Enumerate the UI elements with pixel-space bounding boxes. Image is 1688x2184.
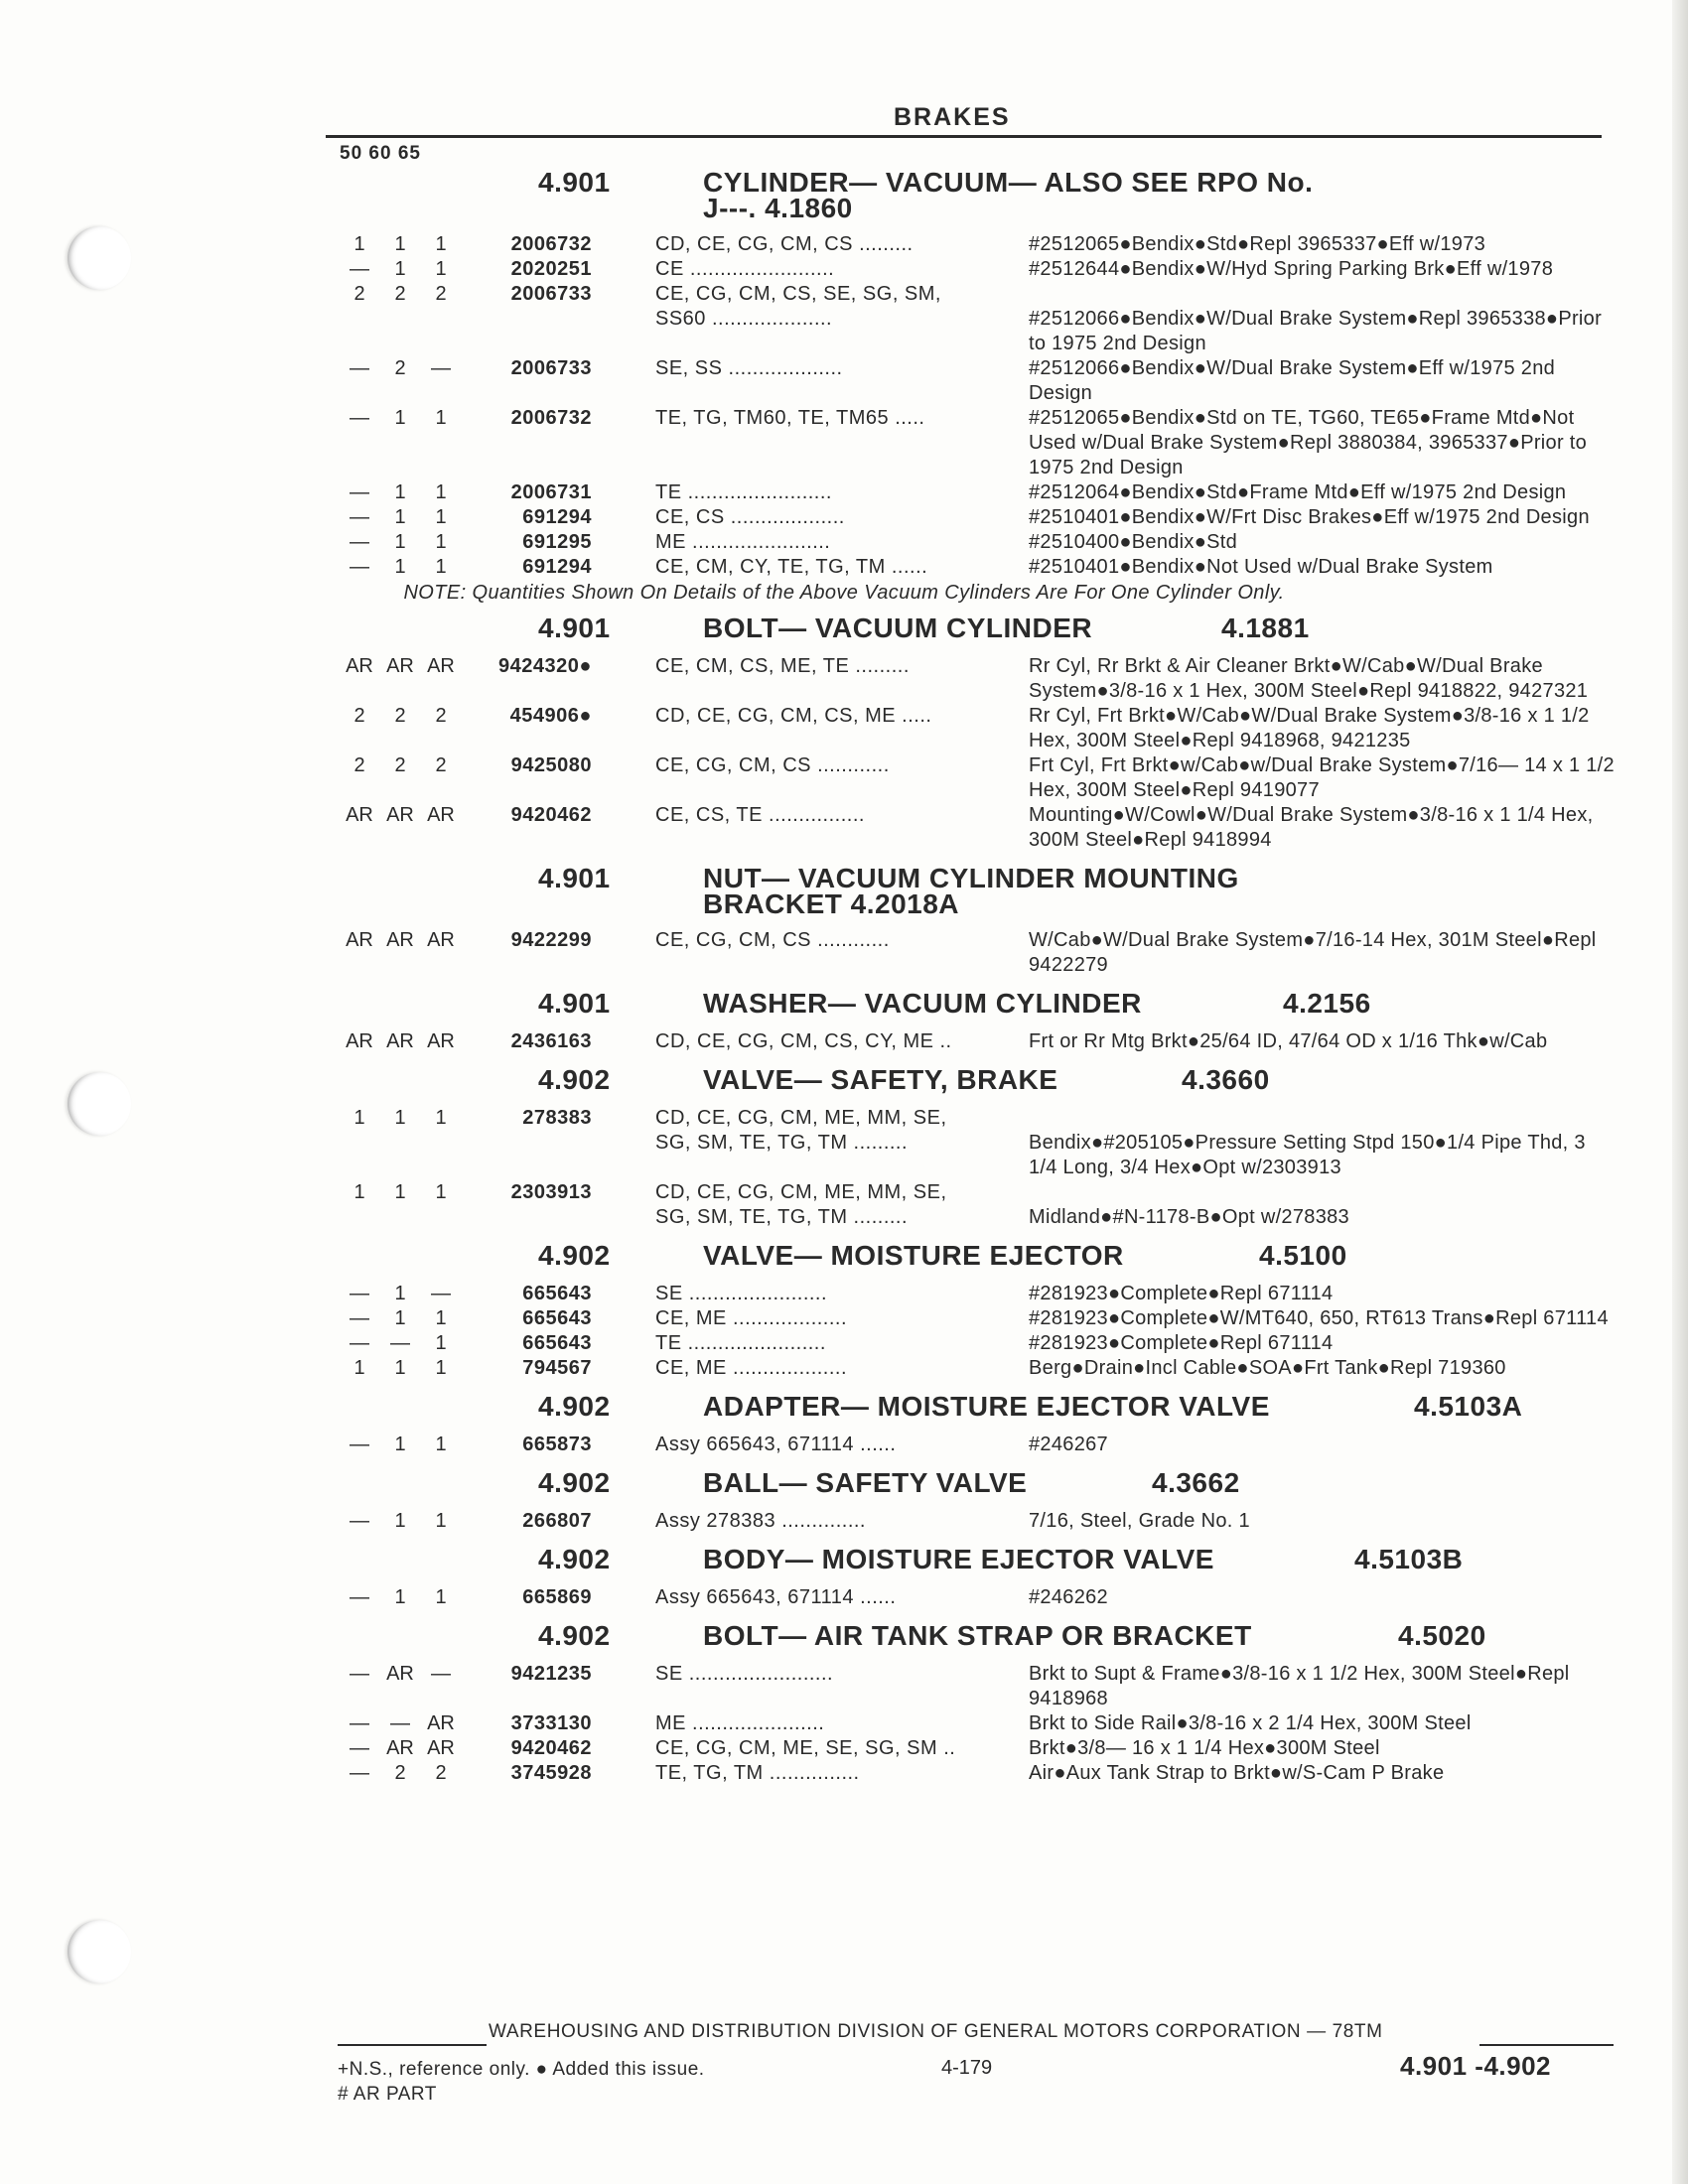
part-description: Frt Cyl, Frt Brkt●w/Cab●w/Dual Brake System●7/16— 14 x 1 1/2 Hex, 300M Steel●Repl 9419077 [1029,754,1615,801]
application-models: Assy 665643, 671114 ...... [655,1433,897,1455]
application-models: CE, CG, CM, CS ............ [655,754,890,776]
part-description: #2512064●Bendix●Std●Frame Mtd●Eff w/1975 2nd Design [1029,481,1567,503]
footer-legend-line-2: # AR PART [338,2084,437,2105]
part-description: 7/16, Steel, Grade No. 1 [1029,1510,1250,1532]
quantity-cell: AR [346,804,373,826]
quantity-cell: AR [346,1030,373,1052]
part-description: Frt or Rr Mtg Brkt●25/64 ID, 47/64 OD x 1/16 Thk●w/Cab [1029,1030,1548,1052]
page-title: BRAKES [894,103,1011,131]
quantity-cell: 1 [394,531,406,553]
part-description: W/Cab●W/Dual Brake System●7/16-14 Hex, 301M Steel●Repl 9422279 [1029,929,1597,976]
application-models: CD, CE, CG, CM, CS, ME ..... [655,705,932,727]
part-group [0,1544,1688,1620]
group-header [0,1620,1688,1662]
group-title: BOLT— VACUUM CYLINDER [703,613,1093,643]
part-description: Berg●Drain●Incl Cable●SOA●Frt Tank●Repl 719360 [1029,1357,1506,1379]
part-row [0,1306,1688,1331]
quantity-cell: 2 [394,1762,406,1784]
part-row [0,753,1688,803]
group-code: 4.1881 [1221,613,1310,643]
quantity-cell: — [350,531,369,553]
group-header [0,167,1688,232]
title-rule [326,135,1602,138]
part-description: #281923●Complete●Repl 671114 [1029,1332,1334,1354]
application-models: ME ....................... [655,531,831,553]
section-number: 4.901 [538,863,611,893]
group-spacer [0,978,1688,988]
footer-legend-line-1: +N.S., reference only. ● Added this issue. [338,2059,705,2080]
part-group [0,1620,1688,1796]
quantity-cell: 2 [353,705,365,727]
quantity-cell: 1 [394,1307,406,1329]
part-number: 2006732 [510,407,592,429]
part-number: 665869 [522,1586,592,1608]
part-row [0,803,1688,853]
part-row [0,257,1688,282]
group-spacer [0,1786,1688,1796]
part-description: Midland●#N-1178-B●Opt w/278383 [1029,1206,1349,1228]
part-number: 3733130 [510,1712,592,1734]
part-description: #281923●Complete●Repl 671114 [1029,1283,1334,1304]
part-group [0,863,1688,988]
quantity-cell: — [350,1283,369,1304]
part-row [0,1585,1688,1610]
quantity-cell: 1 [435,1357,447,1379]
part-row [0,1331,1688,1356]
part-description: #2510400●Bendix●Std [1029,531,1238,553]
group-header [0,988,1688,1029]
quantity-cell: 1 [435,1332,447,1354]
part-number: 2006733 [510,357,592,379]
quantity-cell: 1 [394,1357,406,1379]
quantity-cell: 1 [435,1433,447,1455]
quantity-cell: 2 [435,754,447,776]
part-number: 3745928 [510,1762,592,1784]
group-note: NOTE: Quantities Shown On Details of the Above Vacuum Cylinders Are For One Cylinder Only. [403,582,1285,604]
quantity-cell: 1 [353,1357,365,1379]
quantity-cell: — [431,1283,451,1304]
quantity-cell: 2 [435,705,447,727]
part-number: 665643 [522,1307,592,1329]
part-number: 665643 [522,1332,592,1354]
part-number: 2006732 [510,233,592,255]
application-models: Assy 278383 .............. [655,1510,866,1532]
group-header [0,1467,1688,1509]
quantity-cell: 1 [394,1433,406,1455]
quantity-cell: — [350,1586,369,1608]
part-description: #2510401●Bendix●W/Frt Disc Brakes●Eff w/1975 2nd Design [1029,506,1590,528]
part-description: Air●Aux Tank Strap to Brkt●w/S-Cam P Brake [1029,1762,1445,1784]
part-row [0,1356,1688,1381]
part-row [0,1282,1688,1306]
application-models: CE, CS ................... [655,506,845,528]
application-models: CD, CE, CG, CM, ME, MM, SE, SG, SM, TE, TG, TM ......... [655,1181,947,1228]
part-description: #2512066●Bendix●W/Dual Brake System●Eff w/1975 2nd Design [1029,357,1556,404]
part-group [0,1467,1688,1544]
part-row [0,480,1688,505]
quantity-cell: — [350,1510,369,1532]
part-number: 266807 [522,1510,592,1532]
quantity-cell: — [350,1663,369,1685]
part-description: #2510401●Bendix●Not Used w/Dual Brake System [1029,556,1493,578]
quantity-cell: 1 [435,1107,447,1129]
quantity-cell: 2 [435,1762,447,1784]
part-row [0,654,1688,704]
quantity-cell: 1 [353,1107,365,1129]
part-number: 9422299 [510,929,592,951]
part-row [0,1711,1688,1736]
application-models: CE, CS, TE ................ [655,804,865,826]
quantity-cell: AR [386,929,414,951]
part-number: 794567 [522,1357,592,1379]
part-description: Bendix●#205105●Pressure Setting Stpd 150●1/4 Pipe Thd, 3 1/4 Long, 3/4 Hex●Opt w/2303913 [1029,1132,1586,1178]
quantity-cell: 2 [394,705,406,727]
part-number: 2006731 [510,481,592,503]
quantity-cell: 1 [394,233,406,255]
quantity-cell: 1 [435,1307,447,1329]
quantity-cell: AR [386,1663,414,1685]
quantity-cell: AR [346,655,373,677]
footer-rule-left [338,2044,487,2046]
quantity-cell: AR [427,804,455,826]
group-header [0,1240,1688,1282]
quantity-cell: 2 [353,283,365,305]
part-group [0,613,1688,863]
part-row [0,704,1688,753]
quantity-cell: — [390,1712,410,1734]
footer-rule-right [1479,2044,1614,2046]
part-row [0,505,1688,530]
model-columns-header: 50 60 65 [340,143,421,164]
part-row [0,1509,1688,1534]
part-group [0,988,1688,1064]
quantity-cell: 2 [435,283,447,305]
group-title: J---. 4.1860 [703,193,853,223]
part-number: 2436163 [510,1030,592,1052]
application-models: CE, CM, CS, ME, TE ......... [655,655,910,677]
part-description: Brkt to Side Rail●3/8-16 x 2 1/4 Hex, 300M Steel [1029,1712,1472,1734]
quantity-cell: — [350,1762,369,1784]
group-title: BODY— MOISTURE EJECTOR VALVE [703,1544,1214,1574]
quantity-cell: — [350,407,369,429]
quantity-cell: — [431,1663,451,1685]
group-header [0,1391,1688,1433]
quantity-cell: 1 [394,1586,406,1608]
section-number: 4.902 [538,1467,611,1498]
part-description: Rr Cyl, Rr Brkt & Air Cleaner Brkt●W/Cab●W/Dual Brake System●3/8-16 x 1 Hex, 300M Steel●Repl 9418822, 9427321 [1029,655,1589,702]
group-spacer [0,1534,1688,1544]
section-number: 4.902 [538,1544,611,1574]
part-description: #2512065●Bendix●Std on TE, TG60, TE65●Frame Mtd●Not Used w/Dual Brake System●Repl 3880384, 3965337●Prior to 1975 2nd Design [1029,407,1588,478]
group-code: 4.3662 [1152,1467,1240,1498]
part-row [0,1180,1688,1230]
application-models: CE, ME ................... [655,1307,848,1329]
section-number: 4.902 [538,1391,611,1422]
quantity-cell: 1 [435,1181,447,1203]
part-row [0,406,1688,480]
quantity-cell: — [431,357,451,379]
part-number: 691295 [522,531,592,553]
application-models: TE, TG, TM ............... [655,1762,860,1784]
quantity-cell: — [350,1712,369,1734]
quantity-cell: 2 [394,283,406,305]
quantity-cell: 1 [435,1586,447,1608]
binder-hole-bottom [68,1920,131,1983]
quantity-cell: — [390,1332,410,1354]
part-number: 278383 [522,1107,592,1129]
group-spacer [0,1230,1688,1240]
part-number: 454906● [509,705,592,727]
application-models: CD, CE, CG, CM, CS, CY, ME .. [655,1030,952,1052]
part-number: 691294 [522,506,592,528]
section-number: 4.902 [538,1240,611,1271]
part-number: 2006733 [510,283,592,305]
quantity-cell: — [350,357,369,379]
part-description: #281923●Complete●W/MT640, 650, RT613 Trans●Repl 671114 [1029,1307,1609,1329]
quantity-cell: AR [427,1737,455,1759]
group-title: VALVE— SAFETY, BRAKE [703,1064,1058,1095]
application-models: CD, CE, CG, CM, ME, MM, SE, SG, SM, TE, TG, TM ......... [655,1107,947,1154]
part-number: 9420462 [510,1737,592,1759]
application-models: CE ........................ [655,258,835,280]
quantity-cell: 1 [435,407,447,429]
quantity-cell: 1 [435,1510,447,1532]
application-models: TE ........................ [655,481,832,503]
part-row [0,1433,1688,1457]
quantity-cell: 2 [353,754,365,776]
group-code: 4.5100 [1259,1240,1347,1271]
part-row [0,530,1688,555]
quantity-cell: 2 [394,357,406,379]
application-models: CE, CG, CM, CS, SE, SG, SM, SS60 .................... [655,283,941,330]
group-spacer [0,853,1688,863]
application-models: CE, CG, CM, CS ............ [655,929,890,951]
part-row [0,1761,1688,1786]
section-number: 4.901 [538,988,611,1019]
quantity-cell: — [350,1737,369,1759]
part-description: Rr Cyl, Frt Brkt●W/Cab●W/Dual Brake System●3/8-16 x 1 1/2 Hex, 300M Steel●Repl 9418968, 9421235 [1029,705,1590,751]
quantity-cell: 1 [435,481,447,503]
part-number: 2303913 [510,1181,592,1203]
part-description: #2512065●Bendix●Std●Repl 3965337●Eff w/1973 [1029,233,1486,255]
part-description: #2512066●Bendix●W/Dual Brake System●Repl 3965338●Prior to 1975 2nd Design [1029,308,1603,354]
part-row [0,928,1688,978]
quantity-cell: 1 [394,506,406,528]
group-code: 4.3660 [1182,1064,1270,1095]
group-spacer [0,1381,1688,1391]
quantity-cell: — [350,258,369,280]
section-range: 4.901 -4.902 [1400,2051,1552,2081]
group-spacer [0,1457,1688,1467]
part-row [0,356,1688,406]
quantity-cell: 1 [435,531,447,553]
group-title: BALL— SAFETY VALVE [703,1467,1028,1498]
part-description: #246262 [1029,1586,1108,1608]
part-row [0,232,1688,257]
quantity-cell: — [350,1332,369,1354]
section-number: 4.901 [538,613,611,643]
group-title: NUT— VACUUM CYLINDER MOUNTING [703,863,1239,893]
part-row [0,1662,1688,1711]
part-number: 9421235 [510,1663,592,1685]
quantity-cell: AR [427,929,455,951]
quantity-cell: 1 [394,1181,406,1203]
application-models: Assy 665643, 671114 ...... [655,1586,897,1608]
application-models: TE, TG, TM60, TE, TM65 ..... [655,407,925,429]
quantity-cell: AR [346,929,373,951]
part-row [0,1029,1688,1054]
group-spacer [0,1610,1688,1620]
part-number: 665873 [522,1433,592,1455]
group-code: 4.5020 [1398,1620,1486,1651]
quantity-cell: 1 [394,407,406,429]
group-header [0,613,1688,654]
quantity-cell: 1 [353,233,365,255]
quantity-cell: AR [386,1737,414,1759]
part-number: 665643 [522,1283,592,1304]
group-title: BRACKET 4.2018A [703,888,960,919]
quantity-cell: 1 [394,258,406,280]
quantity-cell: AR [386,1030,414,1052]
part-group [0,1240,1688,1391]
application-models: SE ........................ [655,1663,834,1685]
application-models: CD, CE, CG, CM, CS ......... [655,233,914,255]
quantity-cell: — [350,481,369,503]
quantity-cell: — [350,1307,369,1329]
application-models: ME ...................... [655,1712,825,1734]
part-row [0,282,1688,356]
quantity-cell: AR [427,1712,455,1734]
application-models: CE, CM, CY, TE, TG, TM ...... [655,556,928,578]
quantity-cell: — [350,556,369,578]
part-row [0,1736,1688,1761]
quantity-cell: 1 [435,506,447,528]
group-title: ADAPTER— MOISTURE EJECTOR VALVE [703,1391,1270,1422]
part-number: 2020251 [510,258,592,280]
group-title: CYLINDER— VACUUM— ALSO SEE RPO No. [703,167,1314,198]
application-models: TE ....................... [655,1332,826,1354]
group-header [0,1544,1688,1585]
section-number: 4.902 [538,1620,611,1651]
quantity-cell: 1 [435,233,447,255]
quantity-cell: 1 [394,1107,406,1129]
quantity-cell: 1 [353,1181,365,1203]
part-number: 9420462 [510,804,592,826]
quantity-cell: AR [386,804,414,826]
quantity-cell: 1 [435,258,447,280]
part-group [0,167,1688,613]
group-title: WASHER— VACUUM CYLINDER [703,988,1142,1019]
part-number: 691294 [522,556,592,578]
parts-catalog-body [0,167,1688,1796]
quantity-cell: 1 [394,1510,406,1532]
quantity-cell: 2 [394,754,406,776]
footer-legend [338,2057,705,2107]
part-description: Mounting●W/Cowl●W/Dual Brake System●3/8-16 x 1 1/4 Hex, 300M Steel●Repl 9418994 [1029,804,1594,851]
section-number: 4.901 [538,167,611,198]
quantity-cell: 1 [394,481,406,503]
part-number: 9425080 [510,754,592,776]
group-code: 4.5103A [1414,1391,1523,1422]
section-number: 4.902 [538,1064,611,1095]
part-number: 9424320● [498,655,592,677]
quantity-cell: AR [427,1030,455,1052]
group-code: 4.5103B [1354,1544,1464,1574]
application-models: SE ....................... [655,1283,828,1304]
quantity-cell: — [350,1433,369,1455]
quantity-cell: — [350,506,369,528]
application-models: CE, CG, CM, ME, SE, SG, SM .. [655,1737,956,1759]
application-models: SE, SS ................... [655,357,843,379]
part-row [0,555,1688,580]
quantity-cell: 1 [435,556,447,578]
group-title: VALVE— MOISTURE EJECTOR [703,1240,1124,1271]
part-group [0,1064,1688,1240]
footer-division: WAREHOUSING AND DISTRIBUTION DIVISION OF GENERAL MOTORS CORPORATION — 78TM [489,2021,1383,2042]
part-description: #2512644●Bendix●W/Hyd Spring Parking Brk●Eff w/1978 [1029,258,1554,280]
group-header [0,863,1688,928]
page-number: 4-179 [941,2057,993,2079]
part-row [0,1106,1688,1180]
part-description: Brkt to Supt & Frame●3/8-16 x 1 1/2 Hex, 300M Steel●Repl 9418968 [1029,1663,1570,1709]
part-group [0,1391,1688,1467]
group-code: 4.2156 [1283,988,1371,1019]
group-spacer [0,1054,1688,1064]
group-title: BOLT— AIR TANK STRAP OR BRACKET [703,1620,1252,1651]
application-models: CE, ME ................... [655,1357,848,1379]
quantity-cell: 1 [394,1283,406,1304]
part-description: #246267 [1029,1433,1108,1455]
part-description: Brkt●3/8— 16 x 1 1/4 Hex●300M Steel [1029,1737,1380,1759]
quantity-cell: AR [386,655,414,677]
group-header [0,1064,1688,1106]
quantity-cell: AR [427,655,455,677]
quantity-cell: 1 [394,556,406,578]
